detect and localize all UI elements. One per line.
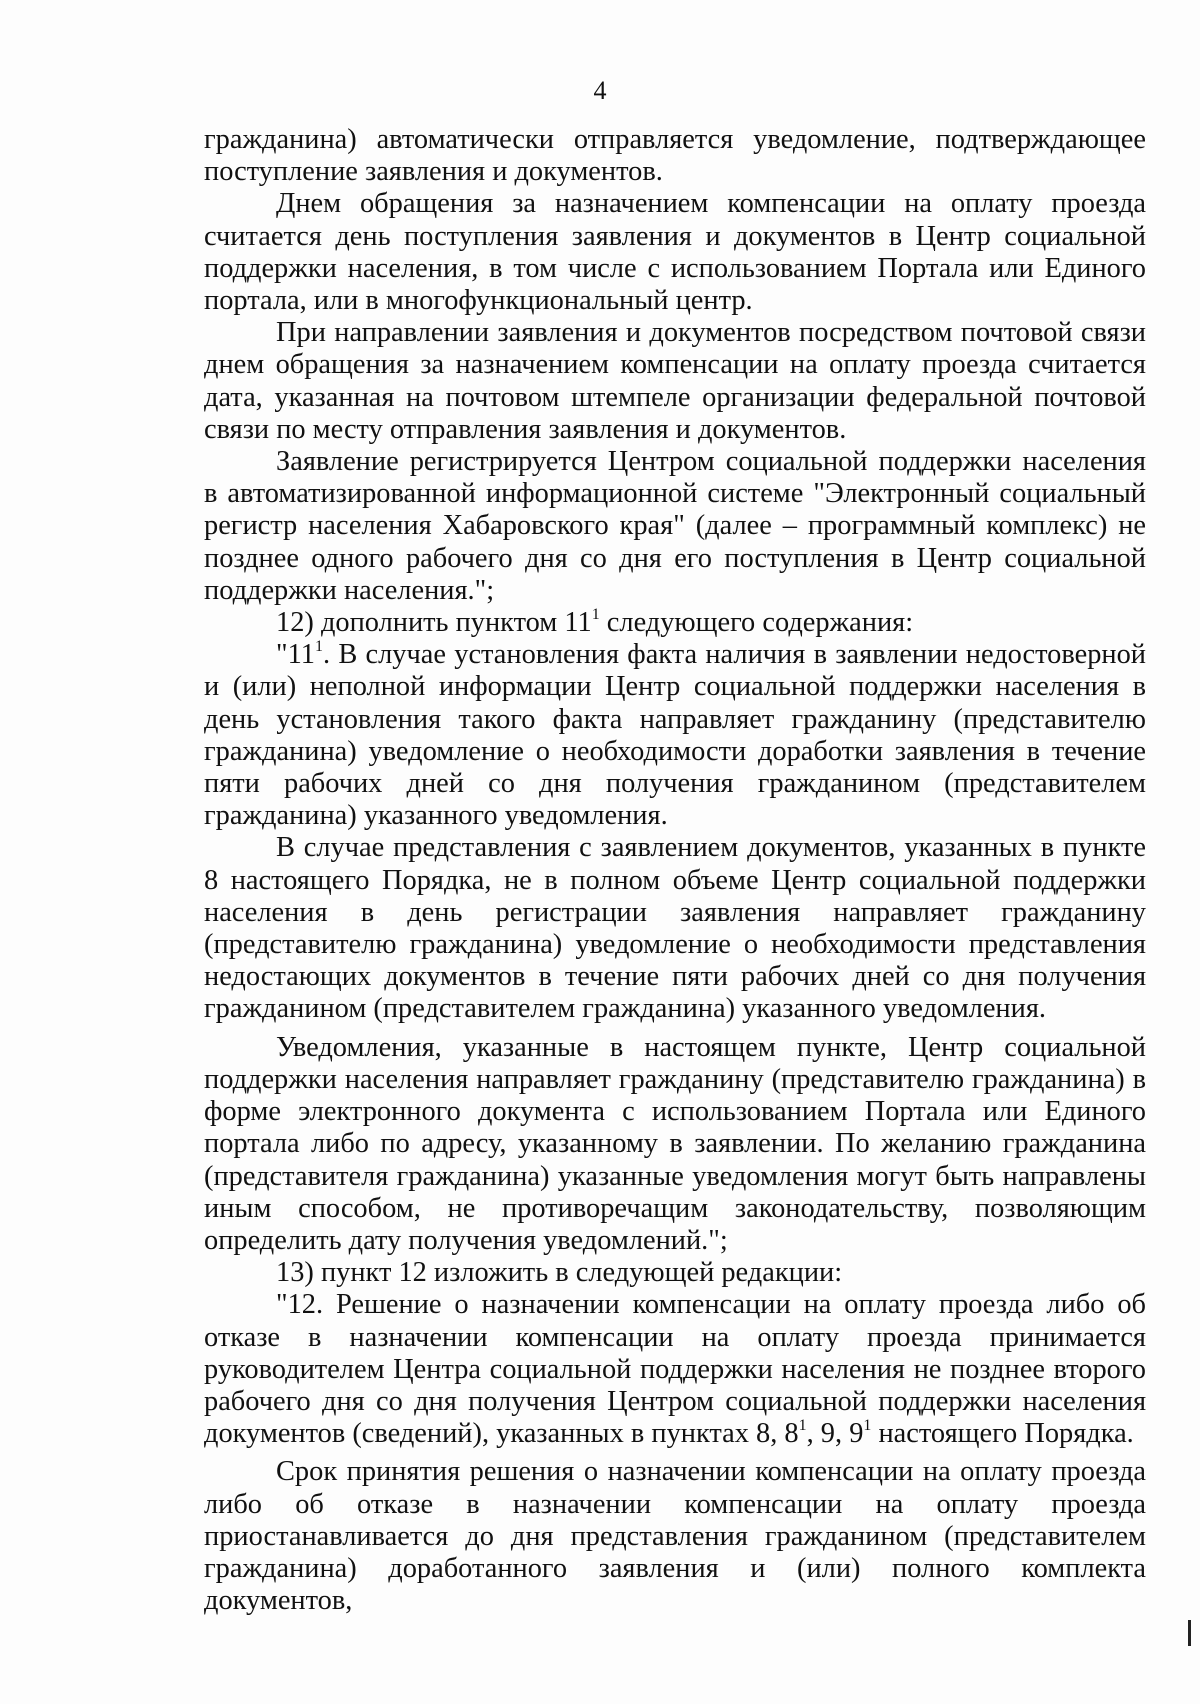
page-number: 4 [593, 76, 607, 105]
paragraph: Заявление регистрируется Центром социальной поддержки населения в автоматизированной информационной системе "Электронный социальный регистр населения Хабаровского края" (далее – программный комплекс) не позднее одного рабочего дня со дня его поступления в Центр социальной поддержки населения."; [204, 446, 1146, 606]
paragraph: Днем обращения за назначением компенсации на оплату проезда считается день поступления заявления и документов в Центр социальной поддержки населения, в том числе с использованием Портала или Единого портала, или в многофункциональный центр. [204, 188, 1146, 317]
superscript-one: 1 [798, 1417, 807, 1435]
list-item: 12) дополнить пунктом $11^1$ следующего содержания: [276, 606, 914, 639]
paragraph: В случае представления с заявлением документов, указанных в пункте 8 настоящего Порядка, не в полном объеме Центр социальной поддержки населения в день регистрации заявления направляет гражданину (представителю гражданина) уведомление о необходимости представления недостающих документов в течение пяти рабочих дней со дня получения гражданином (представителем гражданина) указанного уведомления. [204, 832, 1146, 1025]
paragraph: "$11^1$. В случае установления факта наличия в заявлении недостоверной и (или) неполной информации Центр социальной поддержки населения в день установления такого факта направляет гражданину (представителю гражданина) уведомление о необходимости доработки заявления в течение пяти рабочих дней со дня получения гражданином (представителем гражданина) указанного уведомления. [204, 638, 1146, 832]
paragraph: гражданина) автоматически отправляется уведомление, подтверждающее поступление заявления и документов. [204, 124, 1146, 188]
paragraph: Уведомления, указанные в настоящем пункте, Центр социальной поддержки населения направляет гражданину (представителю гражданина) в форме электронного документа с использованием Портала или Единого портала либо по адресу, указанному в заявлении. По желанию гражданина (представителя гражданина) указанные уведомления могут быть направлены иным способом, не противоречащим законодательству, позволяющим определить дату получения уведомлений."; [204, 1031, 1146, 1256]
superscript-one: 1 [314, 638, 323, 656]
document-body [204, 124, 1146, 1617]
superscript-one: 1 [591, 606, 600, 624]
paragraph: При направлении заявления и документов посредством почтовой связи днем обращения за назначением компенсации на оплату проезда считается дата, указанная на почтовом штемпеле организации федеральной почтовой связи по месту отправления заявления и документов. [204, 317, 1146, 445]
paragraph: "12. Решение о назначении компенсации на оплату проезда либо об отказе в назначении компенсации на оплату проезда принимается руководителем Центра социальной поддержки населения не позднее второго рабочего дня со дня получения Центром социальной поддержки населения документов (сведений), указанных в пунктах 8, $8^1$, 9, $9^1$ настоящего Порядка. [204, 1289, 1146, 1450]
superscript-one: 1 [863, 1417, 872, 1435]
scan-margin-mark [1188, 1620, 1191, 1646]
list-item: 13) пункт 12 изложить в следующей редакции: [276, 1257, 843, 1289]
paragraph: Срок принятия решения о назначении компенсации на оплату проезда либо об отказе в назначении компенсации на оплату проезда приостанавливается до дня представления гражданином (представителем гражданина) доработанного заявления и (или) полного комплекта документов, [204, 1456, 1146, 1617]
